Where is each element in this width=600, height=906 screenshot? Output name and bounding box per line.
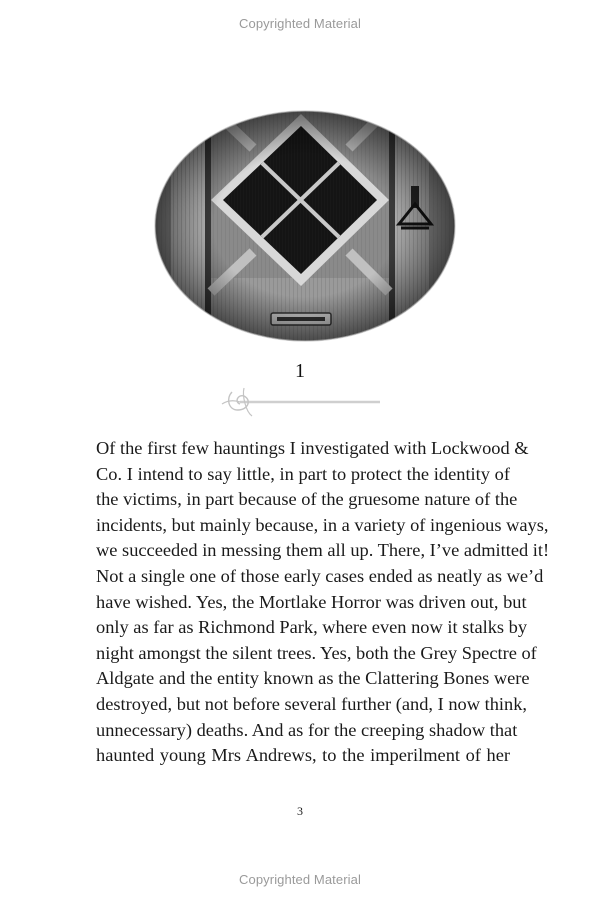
text-line: have wished. Yes, the Mortlake Horror was driven out, but <box>96 591 527 612</box>
copyright-watermark-top: Copyrighted Material <box>239 16 361 31</box>
text-line: Of the first few hauntings I investigated with Lockwood & <box>96 438 529 458</box>
door-window-illustration <box>153 108 457 344</box>
text-line: Aldgate and the entity known as the Clattering Bones were <box>96 668 530 689</box>
chapter-number: 1 <box>295 360 305 382</box>
text-line: haunted young Mrs Andrews, to the imperilment of her <box>96 745 510 766</box>
text-line: night amongst the silent trees. Yes, both the Grey Spectre of <box>96 642 537 663</box>
text-line: only as far as Richmond Park, where even now it stalks by <box>96 617 528 638</box>
page-number: 3 <box>297 804 303 818</box>
text-line: Co. I intend to say little, in part to protect the identity of <box>96 463 510 484</box>
chapter-body-text <box>96 436 550 769</box>
text-line: unnecessary) deaths. And as for the creeping shadow that <box>96 719 518 740</box>
text-line: destroyed, but not before several further (and, I now think, <box>96 693 528 714</box>
text-line: we succeeded in messing them all up. There, I’ve admitted it! <box>96 540 550 561</box>
text-line: Not a single one of those early cases ended as neatly as we’d <box>96 565 544 586</box>
text-line: the victims, in part because of the gruesome nature of the <box>96 489 518 510</box>
chapter-flourish-ornament <box>218 386 384 418</box>
copyright-watermark-bottom: Copyrighted Material <box>239 872 361 887</box>
text-line: incidents, but mainly because, in a variety of ingenious ways, <box>96 514 549 535</box>
